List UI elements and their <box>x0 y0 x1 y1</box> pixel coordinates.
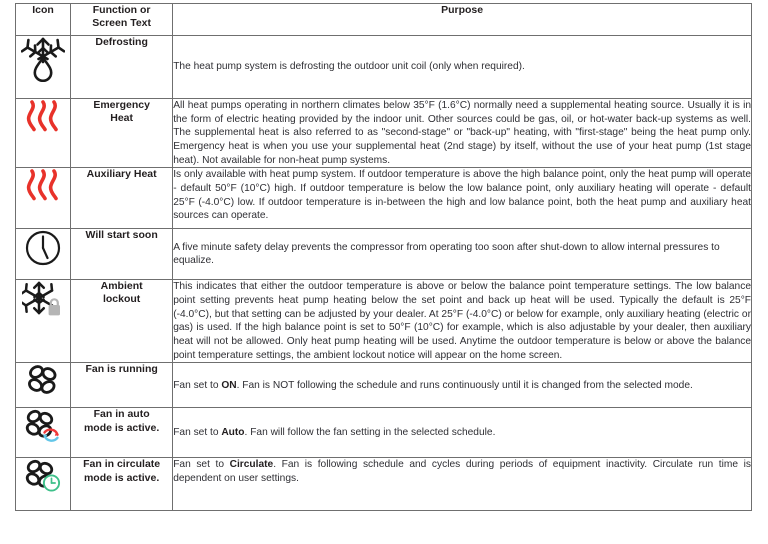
table-row <box>16 99 752 168</box>
purpose-cell <box>173 280 752 363</box>
purpose-text: A five minute safety delay prevents the compressor from operating too soon after shut-down to allow internal pressures to equalize. <box>173 242 719 267</box>
fan-circulate-icon <box>24 458 62 494</box>
purpose-text-pre: Fan set to <box>173 427 221 438</box>
column-header-function-label-line1: Function or <box>93 4 151 16</box>
column-header-icon <box>16 4 71 36</box>
purpose-text-emphasis: ON <box>221 380 236 391</box>
table-row <box>16 168 752 229</box>
function-cell <box>71 363 173 408</box>
table-header <box>16 4 752 36</box>
function-label-line2: mode is active. <box>84 422 159 434</box>
purpose-text-pre: Fan set to <box>173 380 221 391</box>
purpose-cell <box>173 99 752 168</box>
fan-icon <box>25 363 61 397</box>
function-label: Fan in circulate <box>83 458 160 470</box>
icon-cell <box>16 36 71 99</box>
clock-icon <box>24 229 62 267</box>
heat-waves-icon <box>23 168 63 202</box>
table-row <box>16 458 752 511</box>
function-label-line2: Heat <box>110 112 133 124</box>
circulate-clock-glyph <box>44 476 59 491</box>
fan-auto-icon <box>24 408 62 444</box>
purpose-text-emphasis: Auto <box>221 427 244 438</box>
purpose-text: The heat pump system is defrosting the outdoor unit coil (only when required). <box>173 61 525 72</box>
purpose-text-post: . Fan will follow the fan setting in the selected schedule. <box>245 427 496 438</box>
function-cell <box>71 168 173 229</box>
column-header-purpose-label: Purpose <box>441 4 483 16</box>
purpose-cell <box>173 168 752 229</box>
function-label: Fan in auto <box>94 408 150 420</box>
icon-reference-sheet <box>0 3 768 544</box>
icon-cell <box>16 363 71 408</box>
table-row <box>16 229 752 280</box>
function-cell <box>71 280 173 363</box>
column-header-function <box>71 4 173 36</box>
snowflake-droplet-icon <box>21 36 65 82</box>
icon-cell <box>16 458 71 511</box>
column-header-icon-label: Icon <box>32 4 54 16</box>
function-label: Emergency <box>93 99 150 111</box>
function-label: Will start soon <box>86 229 158 241</box>
function-label: Fan is running <box>85 363 157 375</box>
table-body <box>16 36 752 511</box>
icon-cell <box>16 99 71 168</box>
icon-cell <box>16 168 71 229</box>
function-label: Auxiliary Heat <box>87 168 157 180</box>
purpose-text: Is only available with heat pump system. If outdoor temperature is above the high balance point, only the heat pump will operate - default 50°F (10°C) high. If outdoor temperature is below the low balance point, only auxiliary heating will operate - default 25°F (-4.0°C) low. If outdoor temperature is in-between the high and low balance point, both the heat pump and auxiliary heat sources can operate. <box>173 169 751 221</box>
function-label: Defrosting <box>95 36 148 48</box>
table-row <box>16 363 752 408</box>
function-label-line2: mode is active. <box>84 472 159 484</box>
purpose-text-pre: Fan set to <box>173 459 229 470</box>
purpose-text-post: . Fan is NOT following the schedule and runs continuously until it is changed from the selected mode. <box>237 380 693 391</box>
function-label-line2: lockout <box>103 293 140 305</box>
table-header-row <box>16 4 752 36</box>
heat-waves-icon <box>23 99 63 133</box>
function-cell <box>71 229 173 280</box>
purpose-text-emphasis: Circulate <box>230 459 274 470</box>
column-header-purpose <box>173 4 752 36</box>
purpose-cell <box>173 408 752 458</box>
function-cell <box>71 408 173 458</box>
function-label: Ambient <box>101 280 143 292</box>
table-row <box>16 36 752 99</box>
function-cell <box>71 458 173 511</box>
purpose-cell <box>173 229 752 280</box>
icon-cell <box>16 408 71 458</box>
purpose-text: All heat pumps operating in northern climates below 35°F (1.6°C) normally need a supplemental heating source. Usually it is in the form of electric heating provided by the indoor unit. Other sources could be gas, oil, or hot-water back-up systems as well. The supplemental heat is also referred to as "second-stage" or "back-up" heating, with "first-stage" being the heat pump only. Emergency heat is when you use your supplemental heat (2nd stage) by itself, without the use of your heat pump (1st stage heat). Not available for non-heat pump systems. <box>173 100 751 166</box>
purpose-cell <box>173 458 752 511</box>
purpose-text: This indicates that either the outdoor temperature is above or below the balance point temperature settings. The low balance point setting prevents heat pump heating below the set point and back up heat will be used. Typically the default is 25°F (-4.0°C), but that setting can be adjusted by your dealer. At 25°F (-4.0°C) or below for example, only auxiliary heating (electric or gas) is used. If the high balance point is set to 50°F (10°C) for example, which is also adjustable by your dealer, then auxiliary heat will not be allowed. Only heat pump heating will be used. Anytime the outdoor temperature is below or above the balance point temperature settings, the ambient lockout notice will appear on the home screen. <box>173 281 751 360</box>
icon-cell <box>16 280 71 363</box>
icon-function-purpose-table <box>15 3 752 511</box>
table-row <box>16 280 752 363</box>
icon-cell <box>16 229 71 280</box>
purpose-cell <box>173 363 752 408</box>
column-header-function-label-line2: Screen Text <box>92 17 151 29</box>
purpose-cell <box>173 36 752 99</box>
snowflake-lock-icon <box>22 280 64 320</box>
table-row <box>16 408 752 458</box>
function-cell <box>71 99 173 168</box>
lock-glyph <box>49 300 60 316</box>
purpose-text-post: . Fan is following schedule and cycles during periods of equipment inactivity. Circulate run time is dependent on user settings. <box>173 459 751 484</box>
function-cell <box>71 36 173 99</box>
